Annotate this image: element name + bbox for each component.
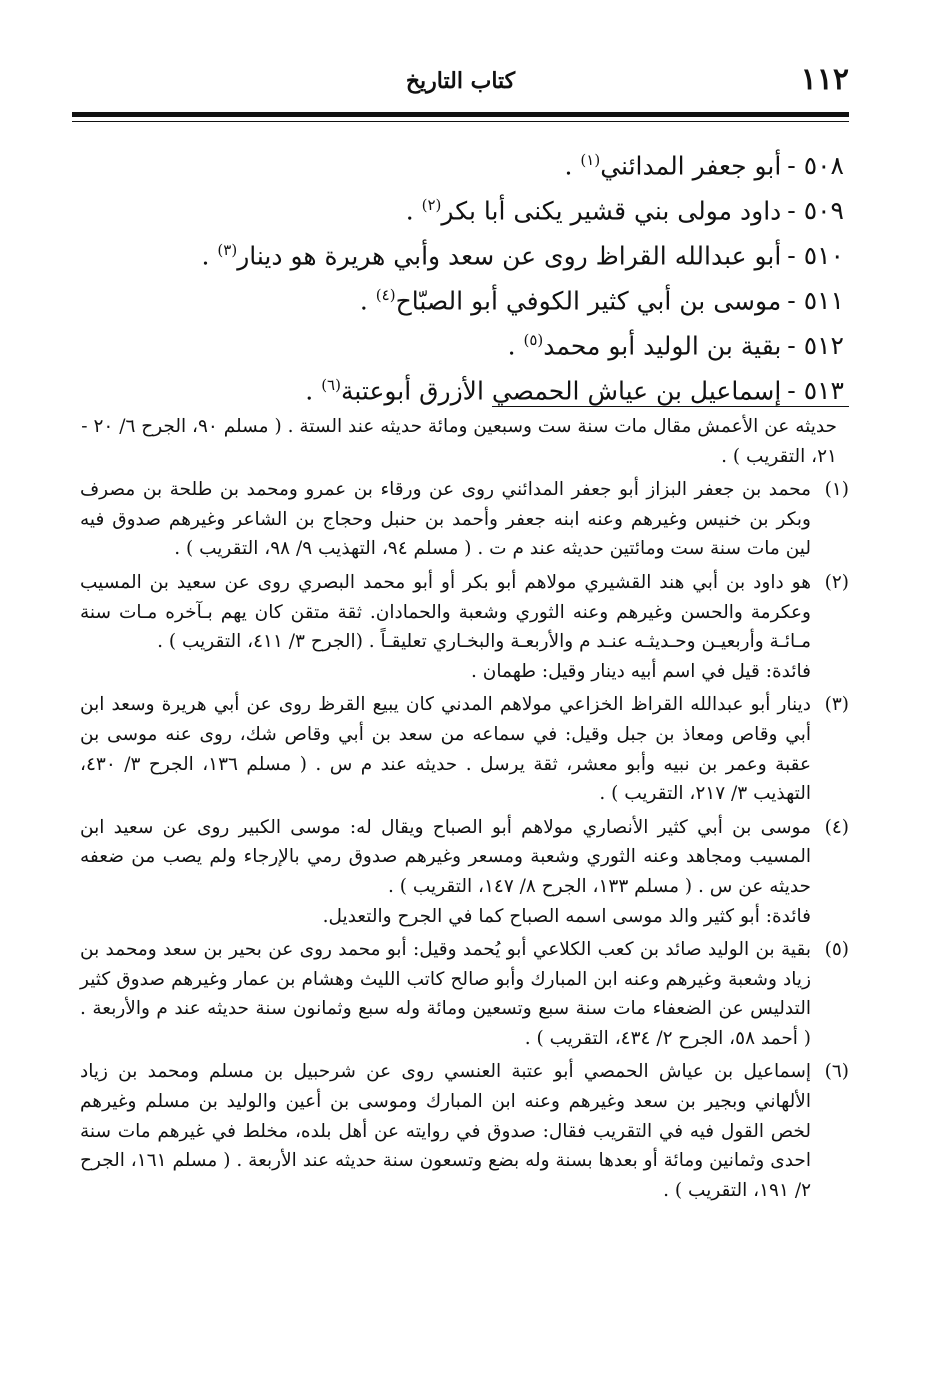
entry-end: . [564, 151, 581, 181]
entry-name: موسى بن أبي كثير الكوفي أبو الصبّاح [395, 286, 782, 316]
footnote-ref[interactable]: (٤) [375, 286, 396, 304]
footnote-mark: (٦) [824, 1061, 849, 1083]
footnote-text: دينار أبو عبدالله القراظ الخزاعي مولاهم المدني كان يبيع القرظ روى عن أبي هريرة وسعد ابن أبي وقاص ومعاذ بن جبل وقيل: في سماعه من سعد بن أبي وقاص شك، روى عنه موسى بن عقبة وعمر بن نبيه وأبو معشر، ثقة يرسل . حديثه عند م س . ( مسلم ١٣٦، الجرح ٣/ ٤٣٠، التهذيب ٣/ ٢١٧، التقريب ) . [80, 694, 811, 805]
footnote-4 [80, 813, 849, 902]
entries-list [100, 138, 844, 408]
entry-end: . [359, 286, 376, 316]
entry-512 [100, 318, 844, 363]
entry-name: بقية بن الوليد أبو محمد [543, 331, 782, 361]
entry-511 [100, 273, 844, 318]
entry-name: داود مولى بني قشير يكنى أبا بكر [441, 196, 782, 226]
footnote-continuation: حديثه عن الأعمش مقال مات سنة ست وسبعين ومائة حديثه عند الستة . ( مسلم ٩٠، الجرح ٦/ ٢٠ - ٢١، التقريب ) . [81, 416, 837, 467]
entry-name: أبو جعفر المدائني [600, 151, 782, 181]
entry-number: ٥٠٨ - [787, 151, 844, 181]
footnote-ref[interactable]: (٥) [523, 331, 544, 349]
entry-end: . [507, 331, 524, 361]
header-rule-thin [72, 121, 849, 122]
footnote-separator [492, 406, 849, 407]
page-header [72, 62, 849, 102]
entry-number: ٥١١ - [787, 286, 844, 316]
header-rule-thick [72, 112, 849, 117]
entry-509 [100, 183, 844, 228]
footnote-ref[interactable]: (٦) [321, 376, 341, 394]
footnote-text: بقية بن الوليد صائد بن كعب الكلاعي أبو يُحمد وقيل: أبو محمد روى عن بحير بن سعد ومحمد بن زياد وشعبة وغيرهم وعنه ابن المبارك وأبو صالح كاتب الليث وهشام بن عمار وغيرهم صدوق كثير التدليس عن الضعفاء مات سنة سبع وتسعين ومائة وله سبع وثمانون سنة حديثه عند م والأربعة . ( أحمد ٥٨، الجرح ٢/ ٤٣٤، التقريب ) . [80, 939, 811, 1049]
footnote-text: موسى بن أبي كثير الأنصاري مولاهم أبو الصباح ويقال له: موسى الكبير روى عن سعيد ابن المسيب ومجاهد وعنه الثوري وشعبة ومسعر وغيرهم صدوق رمي بالإرجاء ولم يصب من ضعفه حديثه عن س . ( مسلم ١٣٣، الجرح ٨/ ١٤٧، التقريب ) . [80, 816, 811, 897]
footnote-benefit: فائدة: أبو كثير والد موسى اسمه الصباح كما في الجرح والتعديل. [322, 905, 811, 927]
footnote-5 [80, 935, 849, 1053]
page-number: ١١٢ [800, 62, 849, 97]
footnote-1 [80, 475, 849, 564]
entry-513 [100, 363, 844, 408]
footnotes-section [80, 412, 849, 1205]
footnote-2 [80, 568, 849, 657]
footnote-benefit: فائدة: قيل في اسم أبيه دينار وقيل: طهمان . [471, 660, 811, 682]
footnote-mark: (١) [824, 479, 849, 501]
entry-name: أبو عبدالله القراظ روى عن سعد وأبي هريرة هو دينار [237, 241, 782, 271]
entry-508 [100, 138, 844, 183]
footnote-3 [80, 690, 849, 808]
footnote-mark: (٥) [824, 939, 849, 961]
entry-end: . [305, 376, 322, 406]
footnote-mark: (٤) [824, 816, 849, 838]
book-title: كتاب التاريخ [405, 68, 516, 94]
footnote-ref[interactable]: (٢) [421, 196, 442, 214]
footnote-mark: (٢) [824, 571, 849, 593]
footnote-ref[interactable]: (٣) [217, 241, 238, 259]
entry-end: . [201, 241, 218, 271]
entry-510 [100, 228, 844, 273]
entry-number: ٥٠٩ - [787, 196, 844, 226]
entry-name: إسماعيل بن عياش الحمصي الأزرق أبوعتبة [340, 376, 782, 406]
footnote-text: إسماعيل بن عياش الحمصي أبو عتبة العنسي روى عن شرحبيل بن مسلم ومحمد بن زياد الألهاني وبجير بن سعد وغيرهم وعنه ابن المبارك وموسى بن أعين والوليد بن مسلم وغيرهم لخص القول فيه في التقريب فقال: صدوق في روايته عن أهل بلده، مخلط في غيرهم مات سنة احدى وثمانين ومائة أو بعدها بسنة وله بضع وتسعون سنة حديثه عند الأربعة . ( مسلم ١٦١، الجرح ٢/ ١٩١، التقريب ) . [80, 1061, 811, 1201]
footnote-text: هو داود بن أبي هند القشيري مولاهم أبو بكر أو أبو محمد البصري روى عن سعيد بن المسيب وعكرمة والحسن وغيرهم وعنه الثوري وشعبة والحمادان. ثقة متقن كان يهم بـآخره مـات سنة مـائـة وأربعيـن وحـديثـه عنـد م والأربعـة والبخـاري تعليقـاً . (الجرح ٣/ ٤١١، التقريب ) . [80, 571, 811, 653]
footnote-6 [80, 1057, 849, 1205]
footnote-mark: (٣) [824, 694, 849, 716]
footnote-text: محمد بن جعفر البزاز أبو جعفر المدائني روى عن ورقاء بن عمرو ومحمد بن طلحة بن مصرف وبكر بن خنيس وغيرهم وعنه ابنه جعفر وأحمد بن حنبل وحجاج بن الشاعر وغيرهم صدوق فيه لين مات سنة ست ومائتين حديثه عند م ت . ( مسلم ٩٤، التهذيب ٩/ ٩٨، التقريب ) . [80, 479, 811, 560]
entry-number: ٥١٢ - [787, 331, 844, 361]
entry-number: ٥١٣ - [787, 376, 844, 406]
footnote-ref[interactable]: (١) [580, 151, 601, 169]
entry-number: ٥١٠ - [787, 241, 844, 271]
entry-end: . [405, 196, 422, 226]
